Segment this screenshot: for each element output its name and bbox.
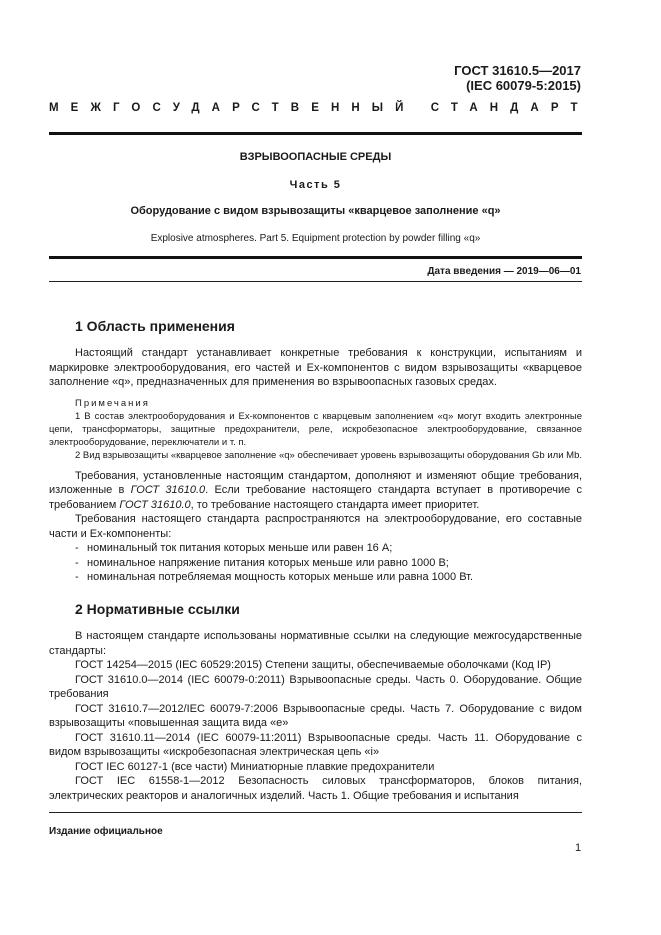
note-1: 1 В состав электрооборудования и Ex-компонентов с кварцевым заполнением «q» могут входить электронные цепи, трансформаторы, защитные предохранители, реле, искробезопасное электрооборудование, связанное электрооборудование, переключатели и т. п. [49, 410, 582, 448]
page-number: 1 [575, 842, 582, 854]
reference-item: ГОСТ 31610.7—2012/IEC 60079-7:2006 Взрывоопасные среды. Часть 7. Оборудование с видом взрывозащиты «повышенная защита вида «е» [49, 702, 582, 729]
scope-paragraph: Настоящий стандарт устанавливает конкретные требования к конструкции, испытаниям и маркировке электрооборудования, его частей и Ex-компонентов с видом взрывозащиты «кварцевое заполнение «q», предназначенных для применения во взрывоопасных газовых средах. [49, 347, 582, 388]
notes-block [49, 397, 582, 462]
reference-item: ГОСТ 14254—2015 (IEC 60529:2015) Степени защиты, обеспечиваемые оболочками (Код IP) [75, 659, 551, 671]
list-item: - номинальный ток питания которых меньше или равен 16 А; [75, 542, 393, 554]
standard-code: ГОСТ 31610.5—2017 [454, 63, 581, 78]
edition-label: Издание официальное [49, 826, 163, 837]
reference-gost-31610-0: ГОСТ 31610.0 [119, 498, 191, 511]
header-rule [49, 132, 582, 135]
interstate-standard-label: МЕЖГОСУДАРСТВЕННЫЙ СТАНДАРТ [49, 102, 590, 114]
document-subtitle: Оборудование с видом взрывозащиты «кварцевое заполнение «q» [130, 205, 501, 217]
list-item: - номинальная потребляемая мощность которых меньше или равна 1000 Вт. [75, 571, 474, 583]
applicability-paragraph: Требования настоящего стандарта распространяются на электрооборудование, его составные части и Ex-компоненты: [49, 513, 582, 540]
references-intro: В настоящем стандарте использованы нормативные ссылки на следующие межгосударственные стандарты: [49, 630, 582, 657]
reference-item: ГОСТ 31610.11—2014 (IEC 60079-11:2011) Взрывоопасные среды. Часть 11. Оборудование с видом взрывозащиты «искробезопасная электрическая цепь «i» [49, 731, 582, 758]
reference-gost-31610-0: ГОСТ 31610.0 [130, 484, 206, 496]
list-item: - номинальное напряжение питания которых меньше или равно 1000 В; [75, 556, 449, 569]
english-title: Explosive atmospheres. Part 5. Equipment protection by powder filling «q» [150, 233, 481, 244]
date-rule [49, 281, 582, 282]
section-1-body [49, 346, 582, 585]
reference-item: ГОСТ 31610.0—2014 (IEC 60079-0:2011) Взрывоопасные среды. Часть 0. Оборудование. Общие требования [49, 673, 582, 700]
introduction-date: Дата введения — 2019—06—01 [427, 266, 581, 277]
reference-item: ГОСТ IEC 61558-1—2012 Безопасность силовых трансформаторов, блоков питания, электрических реакторов и аналогичных изделий. Часть 1. Общие требования и испытания [49, 775, 582, 802]
section-2-body [49, 629, 582, 803]
section-1-heading: 1 Область применения [75, 318, 235, 334]
notes-heading: Примечания [75, 397, 150, 409]
part-label: Часть 5 [289, 179, 342, 191]
requirements-paragraph: Требования, установленные настоящим стандартом, дополняют и изменяют общие требования, изложенные в ГОСТ 31610.0. Если требование настоящего стандарта вступает в противоречие с требованием ГОСТ 31610.0, то требование настоящего стандарта имеет приоритет. [49, 469, 582, 511]
footer-rule [49, 812, 582, 813]
document-title: ВЗРЫВООПАСНЫЕ СРЕДЫ [239, 151, 392, 163]
note-2: 2 Вид взрывозащиты «кварцевое заполнение «q» обеспечивает уровень взрывозащиты оборудования Gb или Mb. [75, 449, 582, 461]
title-rule [49, 256, 582, 259]
section-2-heading: 2 Нормативные ссылки [75, 601, 240, 617]
iec-code: (IEC 60079-5:2015) [466, 78, 581, 93]
reference-item: ГОСТ IEC 60127-1 (все части) Миниатюрные плавкие предохранители [75, 760, 435, 773]
